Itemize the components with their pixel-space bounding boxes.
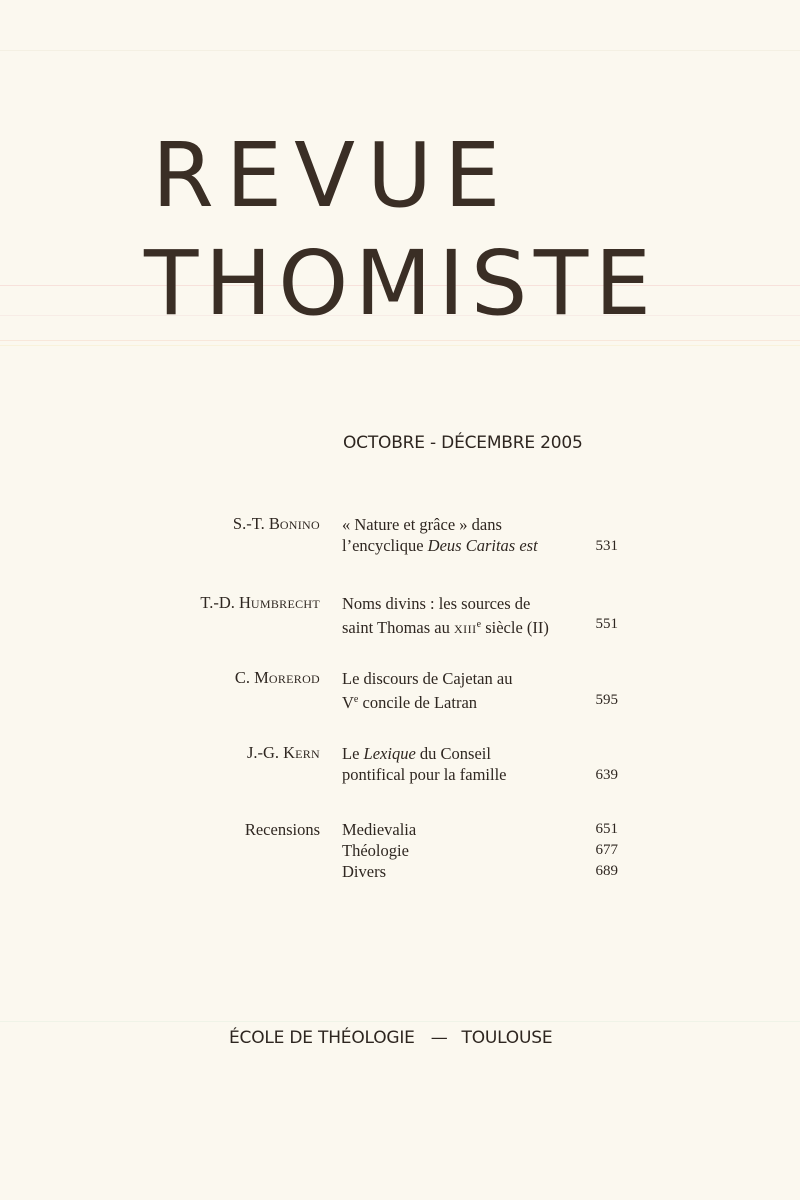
title-line-2 [342,689,512,713]
title-line-1 [342,743,506,764]
title-line-2 [342,535,538,556]
title-text: concile de Latran [358,693,478,712]
title-text: siècle (II) [481,618,549,637]
review-item [342,862,618,882]
title-line-1: Le discours de Cajetan au [342,669,513,688]
title-text: Le [342,744,364,763]
author-surname: ern [295,743,320,762]
toc-page-number: 595 [595,692,618,708]
scan-line [0,340,800,341]
toc-page-number: 551 [595,616,618,632]
title-text: du Conseil [415,744,491,763]
review-item [342,820,618,840]
toc-article-title [342,593,549,638]
author-initials: T.-D. H [200,593,251,612]
toc-article-title [342,514,538,556]
title-line-1: « Nature et grâce » dans [342,515,502,534]
toc-page-number: 651 [595,821,618,837]
toc-author [235,668,320,688]
toc-author [233,514,320,534]
toc-author [200,593,320,613]
review-title: Théologie [342,841,409,860]
toc-article-title [342,743,506,785]
toc-page-number: 639 [595,767,618,783]
school-name: ÉCOLE DE THÉOLOGIE [229,1028,415,1048]
publisher-line [229,1028,552,1048]
council-numeral: V [342,693,354,712]
separator-dash: — [430,1028,448,1048]
century-numeral: xiii [453,618,477,637]
toc-page-number: 677 [595,842,618,858]
journal-title-line-2: THOMISTE [144,231,658,335]
scan-line [0,50,800,51]
review-title: Divers [342,862,386,881]
author-initials: J.-G. K [246,743,296,762]
title-text: saint Thomas au [342,618,454,637]
title-line-2: pontifical pour la famille [342,765,507,784]
title-line-2 [342,614,549,638]
scan-line [0,1021,800,1022]
author-surname: orerod [268,668,320,687]
toc-page-number: 531 [595,538,618,554]
toc-author [247,743,320,763]
reviews-label: Recensions [244,820,320,839]
author-initials: C. M [234,668,269,687]
author-initials: S.-T. B [232,514,280,533]
review-title: Medievalia [342,820,417,839]
issue-date: OCTOBRE - DÉCEMBRE 2005 [343,433,583,453]
author-surname: onino [279,514,320,533]
superscript: e [476,619,482,630]
superscript: e [353,694,359,705]
title-text: l’encyclique [342,536,428,555]
scan-line [0,345,800,346]
title-italic: Lexique [363,744,416,763]
toc-article-title [342,668,512,713]
toc-page-number: 689 [595,863,618,879]
title-line-1: Noms divins : les sources de [342,594,531,613]
city-name: TOULOUSE [461,1028,553,1048]
review-item [342,841,618,861]
journal-title-line-1: REVUE [152,123,513,227]
author-surname: umbrecht [250,593,320,612]
title-italic: Deus Caritas est [427,536,538,555]
